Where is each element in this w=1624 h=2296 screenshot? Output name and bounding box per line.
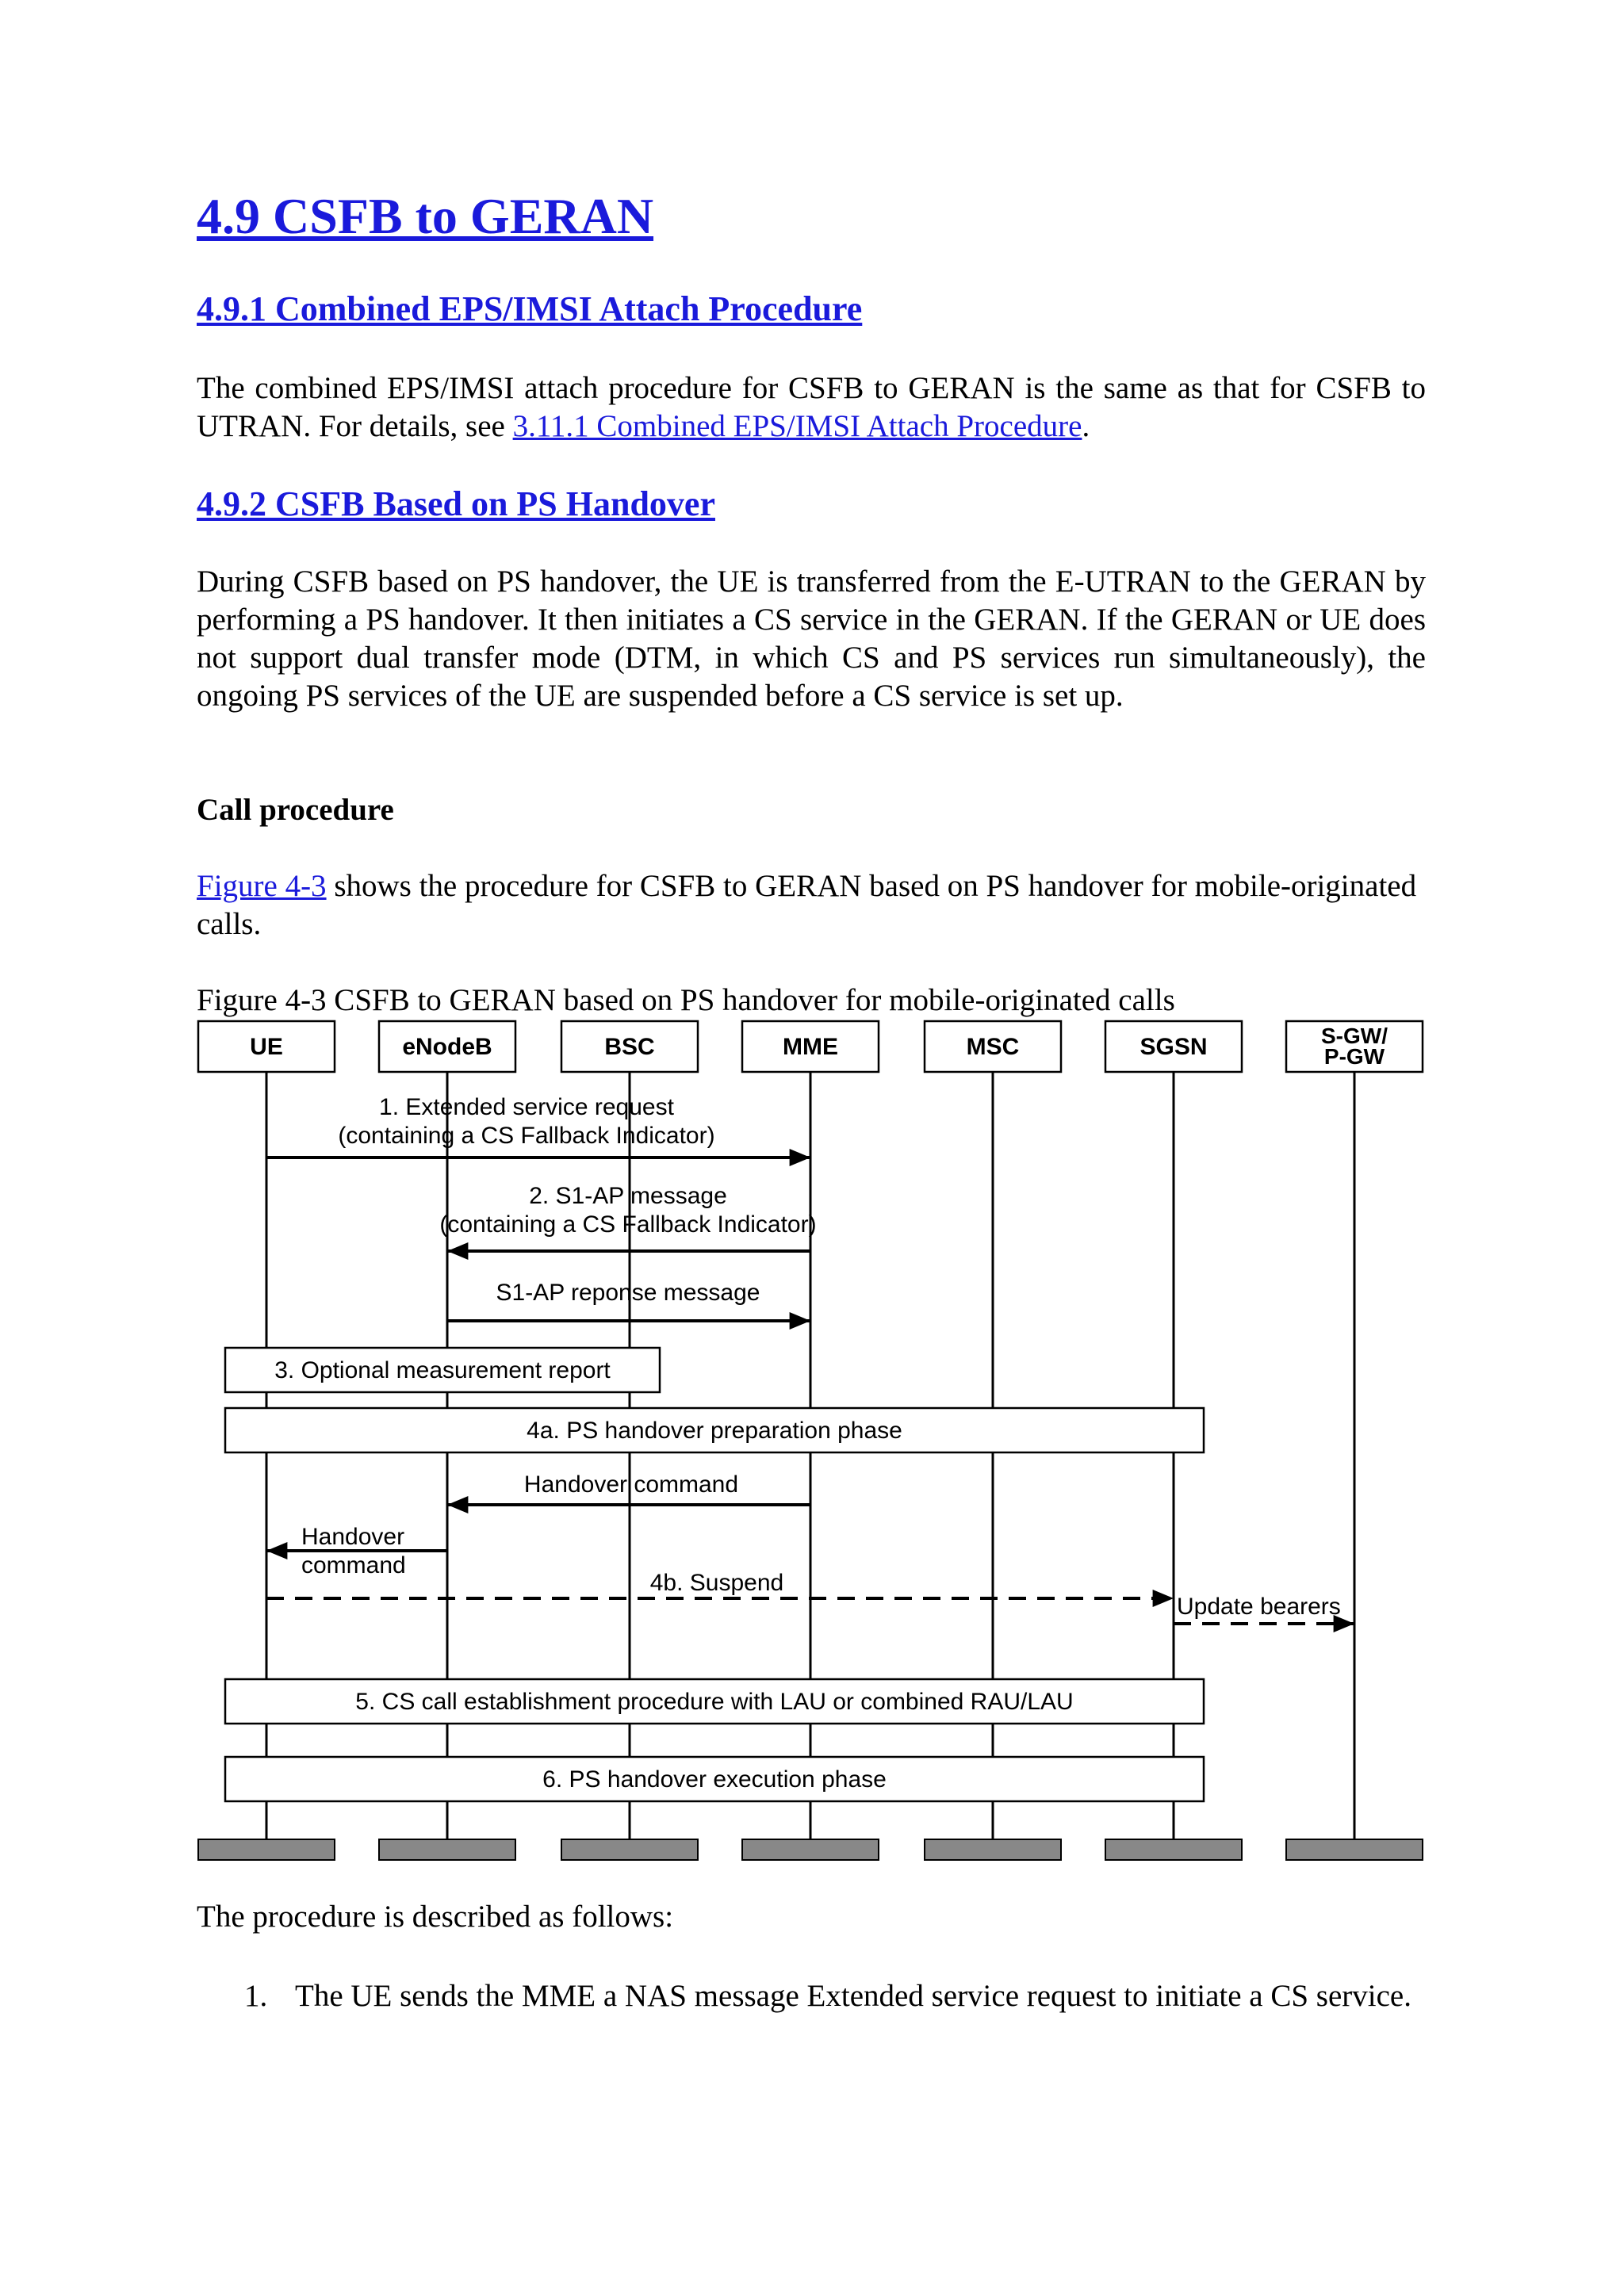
end-bar-ue — [198, 1839, 335, 1860]
entity-label-pgw: P-GW — [1323, 1044, 1385, 1069]
message-s1ap-response-label: S1-AP reponse message — [496, 1280, 760, 1306]
message-1-label-line1: 1. Extended service request — [379, 1094, 674, 1120]
call-procedure-heading: Call procedure — [197, 793, 394, 827]
end-bar-bsc — [561, 1839, 698, 1860]
message-4b-suspend-label: 4b. Suspend — [649, 1570, 784, 1596]
step-1-text: The UE sends the MME a NAS message Extended service request to initiate a CS service. — [295, 1979, 1411, 2013]
box-cs-call-establishment — [225, 1679, 1204, 1724]
section-title-link[interactable]: 4.9 CSFB to GERAN — [197, 188, 654, 244]
attach-text-after: . — [1082, 409, 1090, 443]
end-bar-enodeb — [379, 1839, 515, 1860]
figure-reference-text: shows the procedure for CSFB to GERAN based on PS handover for mobile-originated calls. — [197, 869, 1417, 941]
message-2-label-line2: (containing a CS Fallback Indicator) — [439, 1211, 817, 1238]
entity-label-enodeb: eNodeB — [402, 1034, 492, 1060]
box-6-label: 6. PS handover execution phase — [542, 1766, 887, 1793]
entity-label-sgsn: SGSN — [1139, 1034, 1208, 1060]
end-bar-msc — [925, 1839, 1061, 1860]
figure-4-3-link[interactable]: Figure 4-3 — [197, 869, 327, 903]
entity-label-msc: MSC — [966, 1034, 1020, 1060]
entity-label-mme: MME — [783, 1034, 838, 1060]
message-handover-command-ue-line1: Handover — [301, 1524, 405, 1550]
end-bar-mme — [742, 1839, 879, 1860]
message-handover-command-label: Handover command — [523, 1471, 739, 1498]
ps-handover-paragraph: During CSFB based on PS handover, the UE is transferred from the E-UTRAN to the GERAN by performing a PS handover. It then initiates a CS service in the GERAN. If the GERAN or UE does not support dual transfer mode (DTM, in which CS and PS services run simultaneously), the ongoing PS services of the UE are suspended before a CS service is set up. — [197, 564, 1426, 713]
subsection-1-title-link[interactable]: 4.9.1 Combined EPS/IMSI Attach Procedure — [197, 289, 863, 328]
procedure-intro: The procedure is described as follows: — [197, 1900, 674, 1934]
box-5-label: 5. CS call establishment procedure with LAU or combined RAU/LAU — [355, 1689, 1074, 1715]
entity-label-bsc: BSC — [604, 1034, 655, 1060]
box-optional-measurement-report — [225, 1348, 660, 1392]
message-2 — [439, 1183, 816, 1251]
entity-label-sgw: S-GW/ — [1321, 1024, 1388, 1048]
subsection-2-title-link[interactable]: 4.9.2 CSFB Based on PS Handover — [197, 484, 715, 523]
step-1-number: 1. — [244, 1979, 268, 2013]
attach-text-before: The combined EPS/IMSI attach procedure for CSFB to GERAN is the same as that for CSFB to UTRAN. For details, see — [197, 371, 1426, 443]
message-1-label-line2: (containing a CS Fallback Indicator) — [338, 1123, 715, 1149]
box-ps-handover-execution — [225, 1757, 1204, 1801]
entity-label-ue: UE — [250, 1034, 283, 1060]
box-ps-handover-preparation — [225, 1408, 1204, 1452]
message-update-bearers-label: Update bearers — [1177, 1594, 1341, 1620]
message-handover-command-ue-line2: command — [301, 1552, 406, 1578]
message-handover-command-ue — [266, 1524, 447, 1578]
figure-caption: Figure 4-3 CSFB to GERAN based on PS handover for mobile-originated calls — [197, 983, 1175, 1017]
box-3-label: 3. Optional measurement report — [274, 1357, 611, 1383]
message-2-label-line1: 2. S1-AP message — [529, 1183, 727, 1209]
message-1 — [266, 1094, 810, 1158]
end-bar-sgw-pgw — [1286, 1839, 1423, 1860]
message-update-bearers — [1174, 1594, 1354, 1624]
end-bar-sgsn — [1105, 1839, 1242, 1860]
attach-procedure-link[interactable]: 3.11.1 Combined EPS/IMSI Attach Procedure — [512, 409, 1082, 443]
box-4a-label: 4a. PS handover preparation phase — [527, 1418, 902, 1444]
lifeline-end-bars — [198, 1839, 1423, 1860]
